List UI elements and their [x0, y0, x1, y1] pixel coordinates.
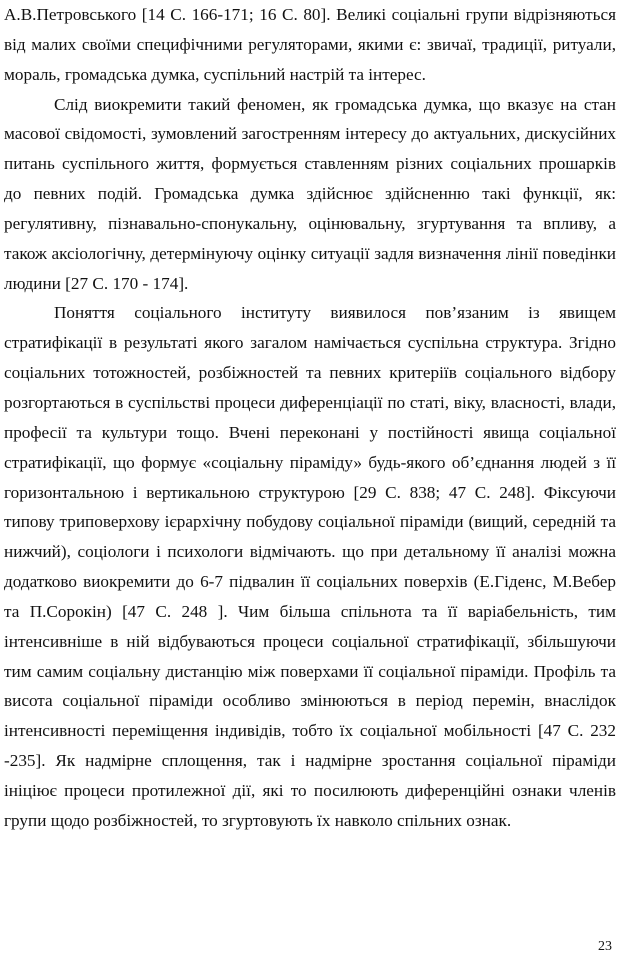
- paragraph-3: Поняття соціального інституту виявилося пов’язаним із явищем стратифікації в результаті якого загалом намічається суспільна структура. Згідно соціальних тотожностей, розбіжностей та певних критеріїв соціального відбору розгортаються в суспільстві процеси диференціації по статі, віку, власності, влади, професії та культури тощо. Вчені переконані у постійності явища соціальної стратифікації, що формує «соціальну піраміду» будь-якого об’єднання людей з її горизонтальною і вертикальною структурою [29 С. 838; 47 С. 248]. Фіксуючи типову триповерхову ієрархічну побудову соціальної піраміди (вищий, середній та нижчий), соціологи і психологи відмічають. що при детальному її аналізі можна додатково виокремити до 6-7 підвалин її соціальних поверхів (Е.Гіденс, М.Вебер та П.Сорокін) [47 С. 248 ]. Чим більша спільнота та її варіабельність, тим інтенсивніше в ній відбуваються процеси соціальної стратифікації, збільшуючи тим самим соціальну дистанцію між поверхами її соціальної піраміди. Профіль та висота соціальної піраміди особливо змінюються в період перемін, внаслідок інтенсивності переміщення індивідів, тобто їх соціальної мобільності [47 С. 232 -235]. Як надмірне сплощення, так і надмірне зростання соціальної піраміди ініціює процеси протилежної дії, які то посилюють диференційні ознаки членів групи щодо розбіжностей, то згуртовують їх навколо спільних ознак.: [4, 303, 616, 830]
- paragraph-2: Слід виокремити такий феномен, як громадська думка, що вказує на стан масової свідомості, зумовлений загостренням інтересу до актуальних, дискусійних питань суспільного життя, формується ставленням різних соціальних прошарків до певних подій. Громадська думка здійснює здійсненню такі функції, як: регулятивну, пізнавально-спонукальну, оцінювальну, згуртування та впливу, а також аксіологічну, детермінуючу оцінку ситуації задля визначення лінії поведінки людини [27 С. 170 - 174].: [4, 94, 616, 293]
- body-text: [4, 0, 616, 836]
- paragraph-1: А.В.Петровського [14 С. 166-171; 16 С. 80]. Великі соціальні групи відрізняються від малих своїми специфічними регуляторами, якими є: звичаї, традиції, ритуали, мораль, громадська думка, суспільний настрій та інтерес.: [4, 5, 616, 84]
- page-number: 23: [598, 939, 612, 954]
